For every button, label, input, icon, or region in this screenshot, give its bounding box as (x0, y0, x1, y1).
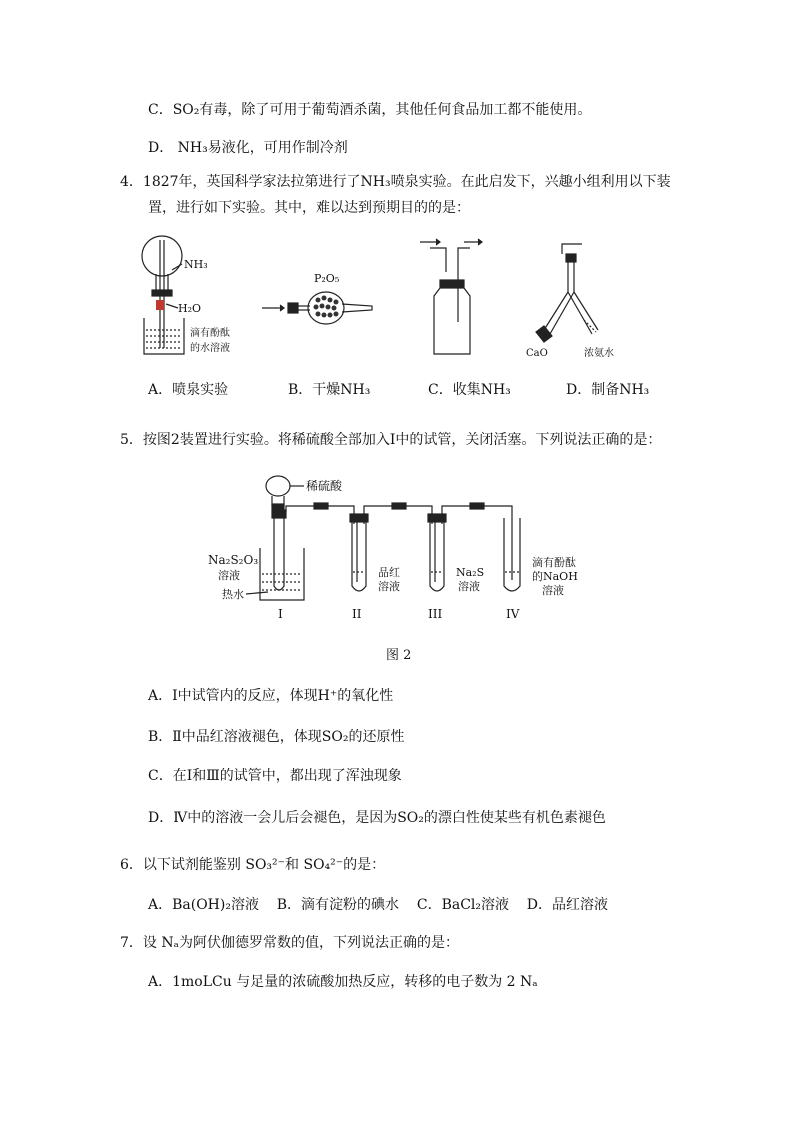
q5-option-c: C．在Ⅰ和Ⅲ的试管中，都出现了浑浊现象 (148, 768, 402, 784)
label-cao: CaO (526, 348, 548, 359)
q5-option-a: A．Ⅰ中试管内的反应，体现H⁺的氧化性 (148, 688, 394, 704)
q3-option-c: C．SO₂有毒，除了可用于葡萄酒杀菌，其他任何食品加工都不能使用。 (148, 102, 592, 118)
label-tube-2: II (352, 607, 362, 621)
q3-option-d: D． NH₃易液化，可用作制冷剂 (148, 140, 348, 156)
label-tube-1: I (278, 607, 283, 621)
label-phenolphthalein-1: 滴有酚酞 (190, 328, 230, 339)
q4-stem-line2: 置，进行如下实验。其中，难以达到预期目的的是： (148, 200, 470, 216)
label-phenolphthalein-2: 的水溶液 (190, 343, 230, 354)
q6-options: A．Ba(OH)₂溶液 B．滴有淀粉的碘水 C．BaCl₂溶液 D．品红溶液 (148, 897, 609, 913)
label-na2s-solution: 溶液 (458, 580, 480, 593)
label-solution-1: 溶液 (218, 569, 240, 582)
q4-stem-line1: 4．1827年，英国科学家法拉第进行了NH₃喷泉实验。在此启发下，兴趣小组利用以下装 (120, 174, 671, 190)
q4-option-b: B．干燥NH₃ (288, 382, 371, 398)
q5-stem: 5．按图2装置进行实验。将稀硫酸全部加入Ⅰ中的试管，关闭活塞。下列说法正确的是： (120, 432, 662, 448)
q4-option-d: D．制备NH₃ (566, 382, 650, 398)
label-naoh-2: 的NaOH (532, 570, 578, 583)
label-na2s: Na₂S (456, 566, 485, 579)
label-conc-ammonia: 浓氨水 (584, 348, 614, 359)
label-nh3: NH₃ (184, 258, 208, 271)
q4-option-c: C．收集NH₃ (428, 382, 511, 398)
label-tube-3: III (428, 607, 443, 621)
label-naoh-1: 滴有酚酞 (532, 556, 576, 569)
label-hot-water: 热水 (222, 588, 244, 601)
label-fuchsine-2: 溶液 (378, 580, 400, 593)
q5-apparatus-figure (0, 462, 794, 632)
y-tube-apparatus (526, 244, 614, 359)
q4-option-a: A．喷泉实验 (148, 382, 229, 398)
label-dilute-sulfuric-acid: 稀硫酸 (306, 479, 343, 493)
q5-option-b: B．Ⅱ中品红溶液褪色，体现SO₂的还原性 (148, 729, 405, 745)
gas-bottle-apparatus (420, 239, 482, 354)
label-fuchsine-1: 品红 (378, 566, 400, 579)
label-na2s2o3: Na₂S₂O₃ (208, 553, 259, 567)
label-tube-4: IV (506, 607, 520, 621)
q7-stem: 7．设 Nₐ为阿伏伽德罗常数的值，下列说法正确的是： (120, 935, 460, 951)
label-naoh-3: 溶液 (542, 584, 564, 597)
q4-apparatus-figure (0, 230, 794, 370)
q7-option-a: A．1moLCu 与足量的浓硫酸加热反应，转移的电子数为 2 Nₐ (148, 974, 538, 990)
label-p2o5: P₂O₅ (314, 272, 340, 285)
fountain-apparatus (142, 236, 230, 354)
drying-tube-apparatus (262, 272, 372, 324)
label-h2o: H₂O (178, 302, 202, 315)
q6-stem: 6．以下试剂能鉴别 SO₃²⁻和 SO₄²⁻的是： (120, 857, 386, 873)
q5-figure-caption: 图 2 (386, 648, 412, 663)
q5-option-d: D．Ⅳ中的溶液一会儿后会褪色，是因为SO₂的漂白性使某些有机色素褪色 (148, 810, 606, 826)
